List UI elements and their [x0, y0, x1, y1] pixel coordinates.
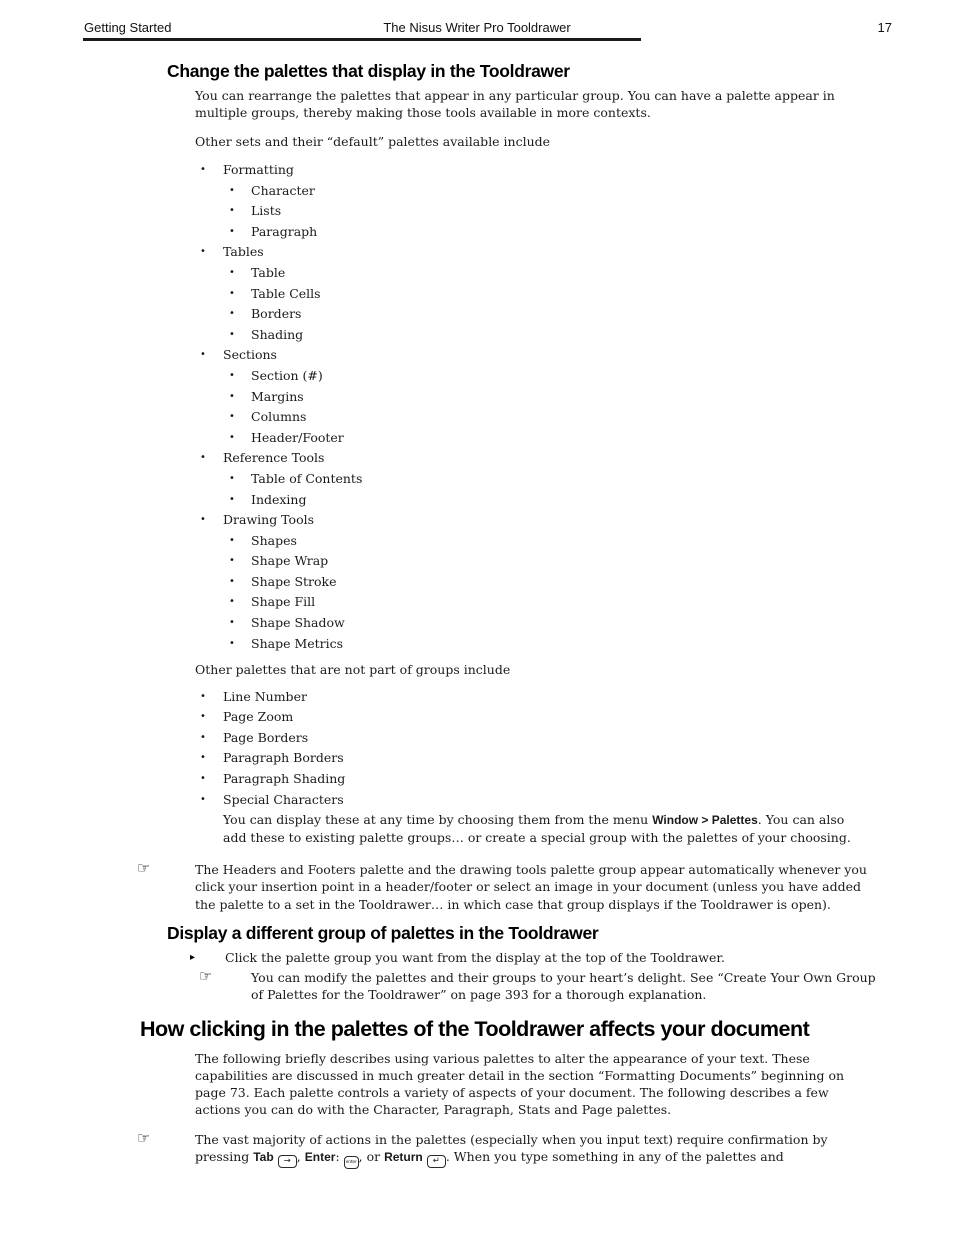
list-item [0, 491, 954, 508]
list-item [0, 749, 954, 766]
list-item [0, 408, 954, 425]
list-item-label: Borders [251, 306, 302, 322]
list-item-label: Paragraph [251, 223, 318, 239]
pointing-hand-icon: ☞ [137, 859, 151, 878]
list-item [0, 305, 954, 322]
bullet-icon: • [200, 731, 206, 743]
paragraph: You can rearrange the palettes that appear in any particular group. You can have a palette appear in multiple groups, thereby making those tools available in more contexts. [195, 88, 835, 120]
bullet-icon: • [200, 164, 206, 175]
list-item-label: Shape Stroke [251, 573, 337, 589]
list-item-label: Table [251, 264, 286, 280]
list-item-label: Paragraph Borders [223, 750, 344, 766]
margin-note [0, 966, 954, 1003]
pointing-hand-icon: ☞ [199, 966, 213, 985]
paragraph: Other sets and their “default” palettes available include [195, 134, 551, 149]
bullet-icon: • [229, 637, 235, 649]
list-item [0, 688, 954, 705]
bullet-icon: • [229, 411, 235, 423]
list-item-label: Page Zoom [223, 709, 294, 725]
list-item [0, 388, 954, 405]
step-text: Click the palette group you want from the display at the top of the Tooldrawer. [225, 949, 725, 965]
list-item [0, 770, 954, 787]
list-item [0, 326, 954, 343]
list-item-label: Tables [223, 244, 264, 260]
list-item-label: Margins [251, 388, 304, 404]
bullet-icon: • [229, 390, 235, 402]
bullet-icon: • [229, 184, 235, 196]
list-item-label: Page Borders [223, 729, 309, 745]
list-item [0, 470, 954, 487]
bullet-icon: • [200, 773, 206, 785]
bullet-icon: • [229, 205, 235, 217]
list-item-label: Reference Tools [223, 450, 325, 466]
other-palettes-list [0, 688, 954, 808]
bullet-icon: • [200, 514, 206, 526]
list-item-label: Header/Footer [251, 429, 344, 445]
bullet-icon: • [229, 266, 235, 278]
header-chapter-title: The Nisus Writer Pro Tooldrawer [383, 20, 571, 35]
return-key-icon: ↵ [427, 1155, 446, 1168]
bullet-icon: • [229, 225, 235, 237]
list-item [0, 223, 954, 240]
list-item-label: Line Number [223, 688, 307, 704]
step-item [0, 949, 954, 966]
bullet-icon: • [200, 711, 206, 723]
enter-key-icon: enter [344, 1156, 359, 1169]
header-section-title: Getting Started [84, 20, 172, 35]
key-label-return: Return [384, 1150, 423, 1165]
list-item [0, 614, 954, 631]
list-item [0, 791, 954, 808]
list-item-label: Shape Metrics [251, 635, 344, 651]
bullet-icon: • [229, 534, 235, 546]
bullet-icon: • [200, 752, 206, 764]
note-text: You can modify the palettes and their groups to your heart’s delight. See “Create Your Own Group of Palettes for the Tooldrawer” on page 393 for a thorough explanation. [251, 969, 876, 1003]
paragraph: Other palettes that are not part of groups include [195, 661, 511, 677]
list-item-label: Sections [223, 347, 277, 363]
palette-groups-list [0, 161, 954, 652]
text-run: , [296, 1149, 305, 1165]
paragraph [223, 811, 855, 846]
list-item [0, 243, 954, 260]
list-item-label: Indexing [251, 491, 307, 507]
bullet-icon: • [200, 452, 206, 464]
key-label-tab: Tab [253, 1150, 274, 1165]
list-item [0, 635, 954, 652]
list-item-label: Shapes [251, 532, 297, 548]
list-item [0, 532, 954, 549]
list-item [0, 593, 954, 610]
bullet-icon: • [229, 308, 235, 320]
bullet-icon: • [229, 369, 235, 381]
text-run: . When you type something in any of the palettes and [445, 1149, 784, 1165]
list-item [0, 161, 954, 178]
bullet-icon: • [229, 596, 235, 608]
bullet-icon: • [229, 493, 235, 505]
list-item [0, 264, 954, 281]
text-run: The vast majority of actions in the palettes (especially when you input text) require confirmation by pressing [195, 1132, 828, 1165]
list-item [0, 202, 954, 219]
list-item-label: Columns [251, 409, 307, 425]
chapter-heading-how-clicking: How clicking in the palettes of the Tooldrawer affects your document [140, 1017, 810, 1042]
step-triangle-icon: ▸ [190, 951, 196, 963]
bullet-icon: • [200, 349, 206, 361]
list-item [0, 346, 954, 363]
section-heading-display-group: Display a different group of palettes in the Tooldrawer [167, 922, 599, 943]
bullet-icon: • [200, 246, 206, 258]
bullet-icon: • [229, 472, 235, 484]
list-item [0, 367, 954, 384]
list-item [0, 449, 954, 466]
text-run: , or [358, 1149, 385, 1165]
list-item-label: Table of Contents [251, 470, 363, 486]
list-item [0, 708, 954, 725]
key-label-enter: Enter [304, 1150, 336, 1165]
list-item-label: Paragraph Shading [223, 771, 346, 787]
list-item [0, 511, 954, 528]
margin-note [0, 1131, 954, 1169]
list-item-label: Shape Wrap [251, 553, 329, 569]
list-item-label: Lists [251, 203, 282, 219]
list-item-label: Section (#) [251, 367, 323, 383]
list-item [0, 729, 954, 746]
list-item-label: Shape Fill [251, 594, 316, 610]
bullet-icon: • [229, 287, 235, 299]
paragraph: The following briefly describes using various palettes to alter the appearance of your text. These capabilities are discussed in much greater detail in the section “Formatting Documents” beginning on page 73. Each palette controls a variety of aspects of your document. The following describes a few actions you can do with the Character, Paragraph, Stats and Page palettes. [195, 1051, 845, 1118]
note-text: The Headers and Footers palette and the drawing tools palette group appear automatically whenever you click your insertion point in a header/footer or select an image in your document (unless you have added the palette to a set in the Tooldrawer… in which case that group displays if the Tooldrawer is open). [195, 862, 867, 912]
section-heading-change-palettes: Change the palettes that display in the Tooldrawer [167, 61, 570, 81]
bullet-icon: • [229, 555, 235, 567]
list-item-label: Formatting [223, 162, 294, 177]
list-item [0, 182, 954, 199]
list-item-label: Special Characters [223, 791, 344, 807]
tab-key-icon: → [278, 1155, 297, 1168]
list-item [0, 285, 954, 302]
margin-note [0, 861, 954, 913]
list-item [0, 552, 954, 569]
page-number: 17 [877, 20, 892, 35]
text-run: You can display these at any time by choosing them from the menu [223, 812, 653, 828]
pointing-hand-icon: ☞ [137, 1129, 151, 1148]
list-item-label: Character [251, 182, 315, 198]
page-content [0, 60, 954, 1169]
list-item [0, 429, 954, 446]
bullet-icon: • [200, 690, 206, 702]
text-run: . You can also add these to existing palette groups… or create a special group with the palettes of your choosing. [223, 812, 851, 846]
bullet-icon: • [229, 431, 235, 443]
list-item-label: Shape Shadow [251, 615, 345, 631]
bullet-icon: • [229, 575, 235, 587]
list-item-label: Table Cells [251, 285, 321, 301]
list-item [0, 573, 954, 590]
bullet-icon: • [229, 617, 235, 629]
list-item-label: Drawing Tools [223, 512, 315, 528]
text-run: : [335, 1149, 344, 1165]
bullet-icon: • [229, 328, 235, 340]
list-item-label: Shading [251, 326, 304, 342]
note-text [195, 1131, 885, 1169]
bullet-icon: • [200, 793, 206, 805]
header-rule [83, 38, 641, 41]
menu-path: Window > Palettes [652, 813, 758, 828]
